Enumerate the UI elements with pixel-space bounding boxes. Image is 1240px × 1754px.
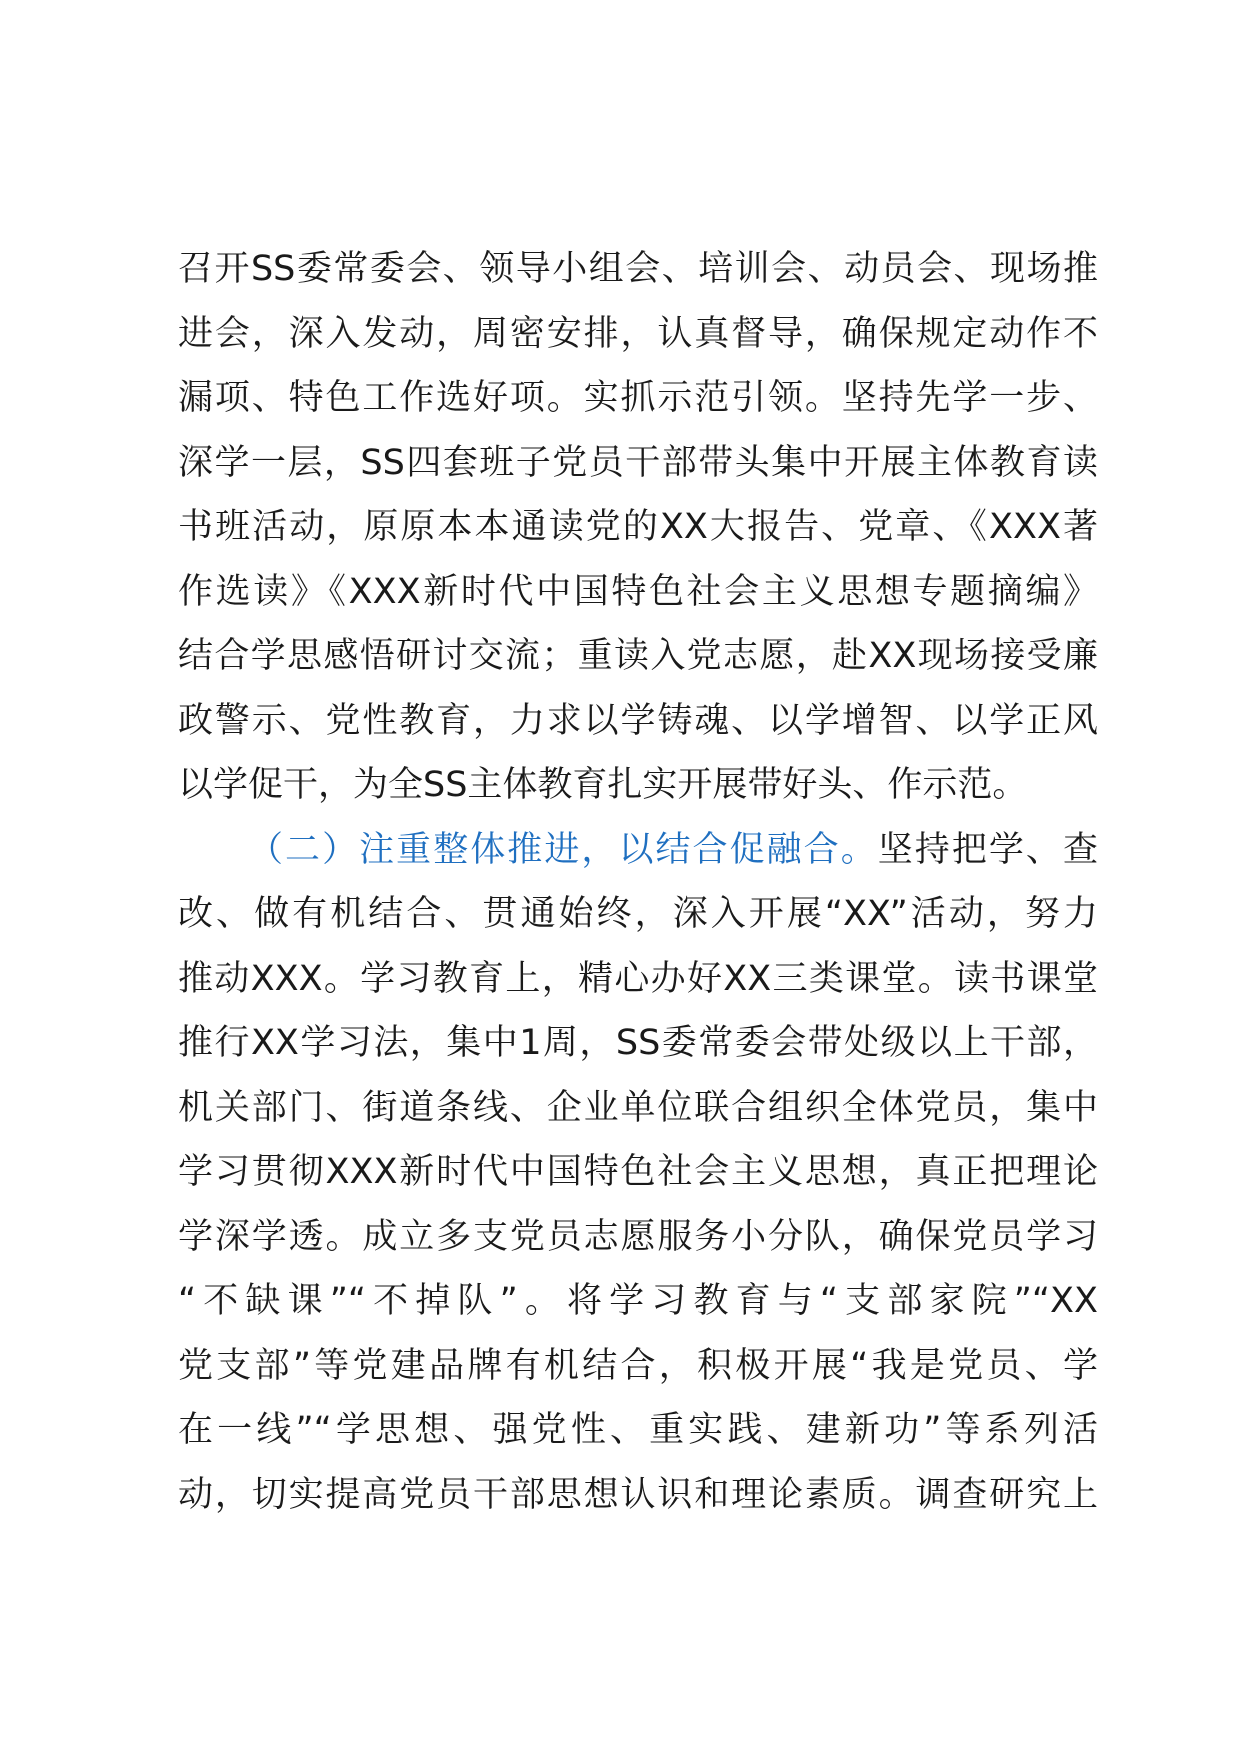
paragraph-1 <box>178 237 1098 818</box>
text-line: 漏项、特色工作选好项。实抓示范引领。坚持先学一步、 <box>178 378 1098 418</box>
section-heading: （二）注重整体推进，以结合促融合。 <box>248 829 878 870</box>
text-line: 动，切实提高党员干部思想认识和理论素质。调查研究上 <box>178 1474 1098 1515</box>
document-body <box>178 237 1098 1527</box>
text-span: 坚持把学、查 <box>877 829 1098 870</box>
paragraph-first-line <box>178 818 1098 883</box>
paragraph-2 <box>178 818 1098 1528</box>
text-line: 学习贯彻XXX新时代中国特色社会主义思想，真正把理论 <box>178 1152 1098 1192</box>
text-line: “不缺课”“不掉队”。将学习教育与“支部家院”“XX <box>178 1281 1098 1321</box>
text-line: 深学一层，SS四套班子党员干部带头集中开展主体教育读 <box>178 442 1098 483</box>
text-line: 书班活动，原原本本通读党的XX大报告、党章、《XXX著 <box>178 507 1098 547</box>
text-line: 进会，深入发动，周密安排，认真督导，确保规定动作不 <box>178 313 1098 354</box>
text-line: 改、做有机结合、贯通始终，深入开展“XX”活动，努力 <box>178 894 1098 934</box>
text-line: 推行XX学习法，集中1周，SS委常委会带处级以上干部， <box>178 1023 1098 1063</box>
text-line: 结合学思感悟研讨交流；重读入党志愿，赴XX现场接受廉 <box>178 636 1098 676</box>
text-line: 政警示、党性教育，力求以学铸魂、以学增智、以学正风 <box>178 700 1098 741</box>
text-line: 作选读》《XXX新时代中国特色社会主义思想专题摘编》 <box>178 571 1098 612</box>
text-line: 学深学透。成立多支党员志愿服务小分队，确保党员学习 <box>178 1216 1098 1257</box>
text-line: 党支部”等党建品牌有机结合，积极开展“我是党员、学 <box>178 1345 1098 1386</box>
text-line: 召开SS委常委会、领导小组会、培训会、动员会、现场推 <box>178 249 1098 289</box>
text-line: 机关部门、街道条线、企业单位联合组织全体党员，集中 <box>178 1087 1098 1128</box>
text-line: 以学促干，为全SS主体教育扎实开展带好头、作示范。 <box>178 765 1028 805</box>
text-line: 推动XXX。学习教育上，精心办好XX三类课堂。读书课堂 <box>178 958 1098 999</box>
text-line: 在一线”“学思想、强党性、重实践、建新功”等系列活 <box>178 1410 1098 1450</box>
